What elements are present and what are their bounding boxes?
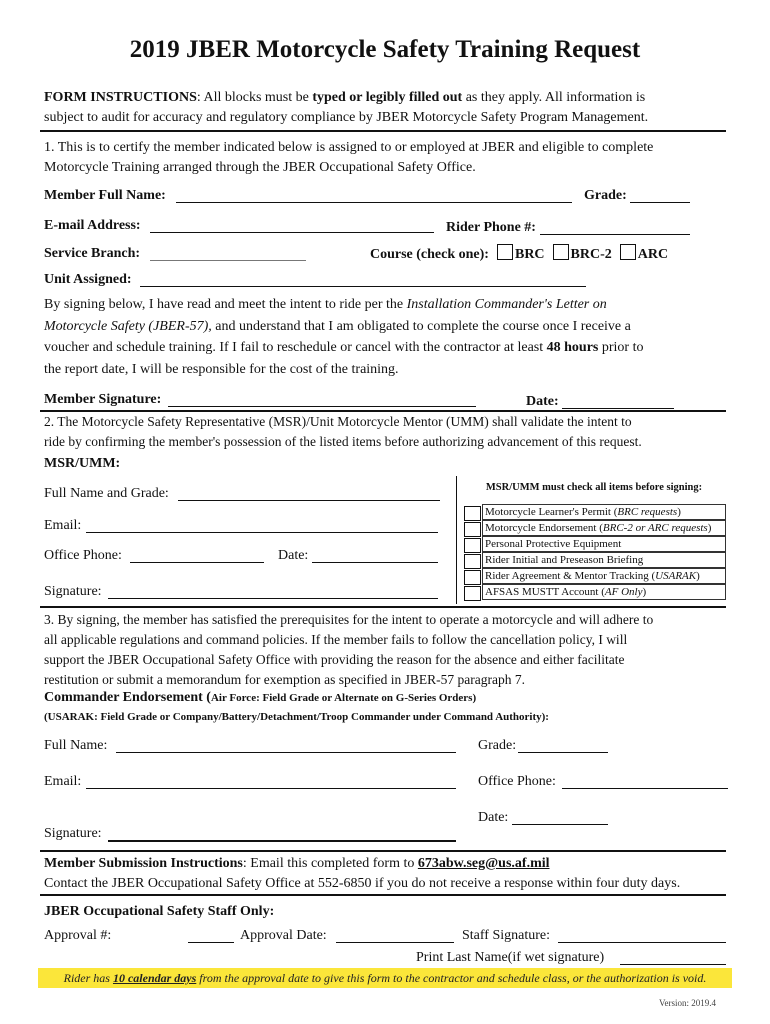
instructions-emph: typed or legibly filled out [312, 90, 463, 105]
check-item-ppe [482, 536, 726, 552]
member-name-field[interactable] [176, 188, 572, 203]
afsas-checkbox[interactable] [464, 586, 481, 601]
divider [40, 130, 726, 132]
staff-signature-label: Staff Signature: [462, 928, 551, 943]
rider-phone-label: Rider Phone #: [446, 220, 536, 235]
agreement-text-3: voucher and schedule training. If I fail to reschedule or cancel with the contractor at least [44, 340, 547, 355]
instructions-lead: FORM INSTRUCTIONS [44, 90, 197, 105]
void-notice-days: 10 calendar days [112, 971, 197, 985]
check-item-note: BRC requests [617, 506, 678, 518]
msr-phone-field[interactable] [130, 548, 264, 563]
void-notice-text-1: Rider has [63, 971, 113, 985]
approval-number-field[interactable] [188, 928, 234, 943]
cmd-phone-field[interactable] [562, 774, 728, 789]
section1-line1: 1. This is to certify the member indicated below is assigned to or employed at JBER and eligible to complete [44, 140, 654, 155]
void-notice [38, 968, 732, 988]
member-signature-field[interactable] [168, 392, 476, 407]
member-date-field[interactable] [562, 394, 674, 409]
check-item-briefing [482, 552, 726, 568]
instructions-line2: subject to audit for accuracy and regulatory compliance by JBER Motorcycle Safety Program Management. [44, 110, 649, 125]
email-label: E-mail Address: [44, 218, 141, 233]
submission-instructions [44, 854, 744, 894]
ppe-checkbox[interactable] [464, 538, 481, 553]
page-title: 2019 JBER Motorcycle Safety Training Request [129, 36, 641, 63]
commander-usarak-note: (USARAK: Field Grade or Company/Battery/Detachment/Troop Commander under Command Authority): [44, 711, 549, 723]
staff-signature-field[interactable] [558, 928, 726, 943]
course-arc-checkbox[interactable] [620, 244, 636, 260]
check-item-suffix: ) [677, 506, 681, 518]
check-item-note: USARAK [655, 570, 697, 582]
check-item-suffix: ) [696, 570, 700, 582]
form-instructions [44, 88, 734, 128]
divider [40, 894, 726, 896]
section2-intro [44, 412, 734, 452]
cmd-name-field[interactable] [116, 738, 456, 753]
service-branch-field[interactable] [150, 246, 306, 261]
submission-email-link[interactable]: 673abw.seg@us.af.mil [417, 856, 550, 871]
member-agreement [44, 294, 734, 380]
msr-date-field[interactable] [312, 548, 438, 563]
check-item-text: AFSAS MUSTT Account ( [485, 586, 605, 598]
check-item-text: Rider Initial and Preseason Briefing [485, 554, 644, 566]
check-item-text: Rider Agreement & Mentor Tracking ( [485, 570, 656, 582]
section3-line1: 3. By signing, the member has satisfied the prerequisites for the intent to operate a motorcycle and will adhere to [44, 612, 654, 627]
msr-name-field[interactable] [178, 486, 440, 501]
agreement-jber57-ref: Motorcycle Safety (JBER-57), [44, 318, 212, 334]
msr-name-label: Full Name and Grade: [44, 486, 169, 501]
section3-line3: support the JBER Occupational Safety Office with providing the reason for the absence and either facilitate [44, 652, 625, 667]
cmd-grade-field[interactable] [518, 738, 608, 753]
grade-label: Grade: [584, 188, 627, 203]
check-item-text: Personal Protective Equipment [485, 538, 622, 550]
email-field[interactable] [150, 218, 434, 233]
grade-field[interactable] [630, 188, 690, 203]
cmd-phone-label: Office Phone: [478, 774, 556, 789]
course-brc-checkbox[interactable] [497, 244, 513, 260]
section3-intro [44, 610, 734, 690]
check-item-afsas [482, 584, 726, 600]
approval-number-label: Approval #: [44, 928, 112, 943]
commander-af-note: Air Force: Field Grade or Alternate on G-Series Orders) [210, 692, 477, 704]
cmd-email-field[interactable] [86, 774, 456, 789]
staff-heading: JBER Occupational Safety Staff Only: [44, 904, 275, 919]
section3-line2: all applicable regulations and command policies. If the member fails to follow the cancellation policy, I will [44, 632, 628, 647]
check-item-suffix: ) [707, 522, 712, 534]
divider [40, 606, 726, 608]
member-date-label: Date: [526, 394, 559, 409]
print-name-label: Print Last Name(if wet signature) [416, 950, 605, 965]
msr-email-field[interactable] [86, 518, 438, 533]
check-item-text: Motorcycle Learner's Permit ( [485, 506, 618, 518]
unit-label: Unit Assigned: [44, 272, 132, 287]
agreement-hours: 48 hours [546, 340, 599, 355]
agreement-text-4: prior to [598, 340, 644, 355]
instructions-text2: as they apply. All information is [462, 90, 646, 105]
check-item-suffix: ) [642, 586, 647, 598]
cmd-signature-label: Signature: [44, 826, 102, 841]
agreement-checkbox[interactable] [464, 570, 481, 585]
cmd-date-field[interactable] [512, 810, 608, 825]
cmd-grade-label: Grade: [478, 738, 517, 753]
version-label: Version: 2019.4 [659, 998, 716, 1008]
check-item-text: Motorcycle Endorsement ( [485, 522, 603, 534]
cmd-date-label: Date: [478, 810, 509, 825]
course-arc-label: ARC [637, 247, 669, 262]
approval-date-label: Approval Date: [240, 928, 327, 943]
msr-signature-label: Signature: [44, 584, 102, 599]
endorsement-checkbox[interactable] [464, 522, 481, 537]
check-item-agreement [482, 568, 726, 584]
section3-line4: restitution or submit a memorandum for exemption as specified in JBER-57 paragraph 7. [44, 672, 526, 687]
section1-line2: Motorcycle Training arranged through the JBER Occupational Safety Office. [44, 160, 476, 175]
cmd-email-label: Email: [44, 774, 82, 789]
permit-checkbox[interactable] [464, 506, 481, 521]
agreement-text-1: By signing below, I have read and meet the intent to ride per the [44, 297, 407, 312]
course-label: Course (check one): [370, 247, 489, 262]
msr-phone-label: Office Phone: [44, 548, 122, 563]
agreement-text-2: and understand that I am obligated to complete the course once I receive a [211, 318, 631, 334]
agreement-letter-ref: Installation Commander's Letter on [406, 297, 607, 312]
check-item-note: BRC-2 or ARC requests [602, 522, 708, 534]
member-signature-label: Member Signature: [44, 392, 162, 407]
check-item-permit [482, 504, 726, 520]
rider-phone-field[interactable] [540, 220, 690, 235]
cmd-signature-field[interactable] [108, 826, 456, 842]
instructions-text1: : All blocks must be [196, 90, 313, 105]
briefing-checkbox[interactable] [464, 554, 481, 569]
approval-date-field[interactable] [336, 928, 454, 943]
member-name-label: Member Full Name: [44, 188, 166, 203]
submission-contact: Contact the JBER Occupational Safety Office at 552-6850 if you do not receive a response within four duty days. [44, 876, 681, 891]
unit-field[interactable] [140, 272, 586, 287]
check-item-endorsement [482, 520, 726, 536]
service-branch-label: Service Branch: [44, 246, 141, 261]
void-notice-text-2: from the approval date to give this form to the contractor and schedule class, or the authorization is void. [196, 971, 707, 985]
cmd-name-label: Full Name: [44, 738, 108, 753]
msr-date-label: Date: [278, 548, 309, 563]
commander-heading [44, 690, 476, 706]
msr-check-heading: MSR/UMM must check all items before signing: [485, 482, 703, 493]
print-name-field[interactable] [620, 950, 726, 965]
msr-heading: MSR/UMM: [44, 456, 121, 471]
msr-email-label: Email: [44, 518, 82, 533]
submission-lead: Member Submission Instructions [44, 856, 243, 871]
commander-heading-text: Commander Endorsement ( [44, 690, 211, 705]
section2-line1: 2. The Motorcycle Safety Representative (MSR)/Unit Motorcycle Mentor (UMM) shall validate the intent to [44, 414, 632, 429]
submission-text: : Email this completed form to [242, 856, 418, 871]
section1-intro [44, 138, 734, 178]
divider [40, 850, 726, 852]
msr-column-divider [456, 476, 457, 604]
section2-line2: ride by confirming the member's possession of the listed items before authorizing advancement of this request. [44, 434, 642, 449]
agreement-text-5: the report date, I will be responsible for the cost of the training. [44, 361, 399, 377]
course-brc2-label: BRC-2 [570, 247, 612, 262]
course-brc2-checkbox[interactable] [553, 244, 569, 260]
check-item-note: AF Only [604, 586, 643, 598]
course-brc-label: BRC [514, 247, 545, 262]
course-row [370, 244, 668, 265]
msr-signature-field[interactable] [108, 584, 438, 599]
